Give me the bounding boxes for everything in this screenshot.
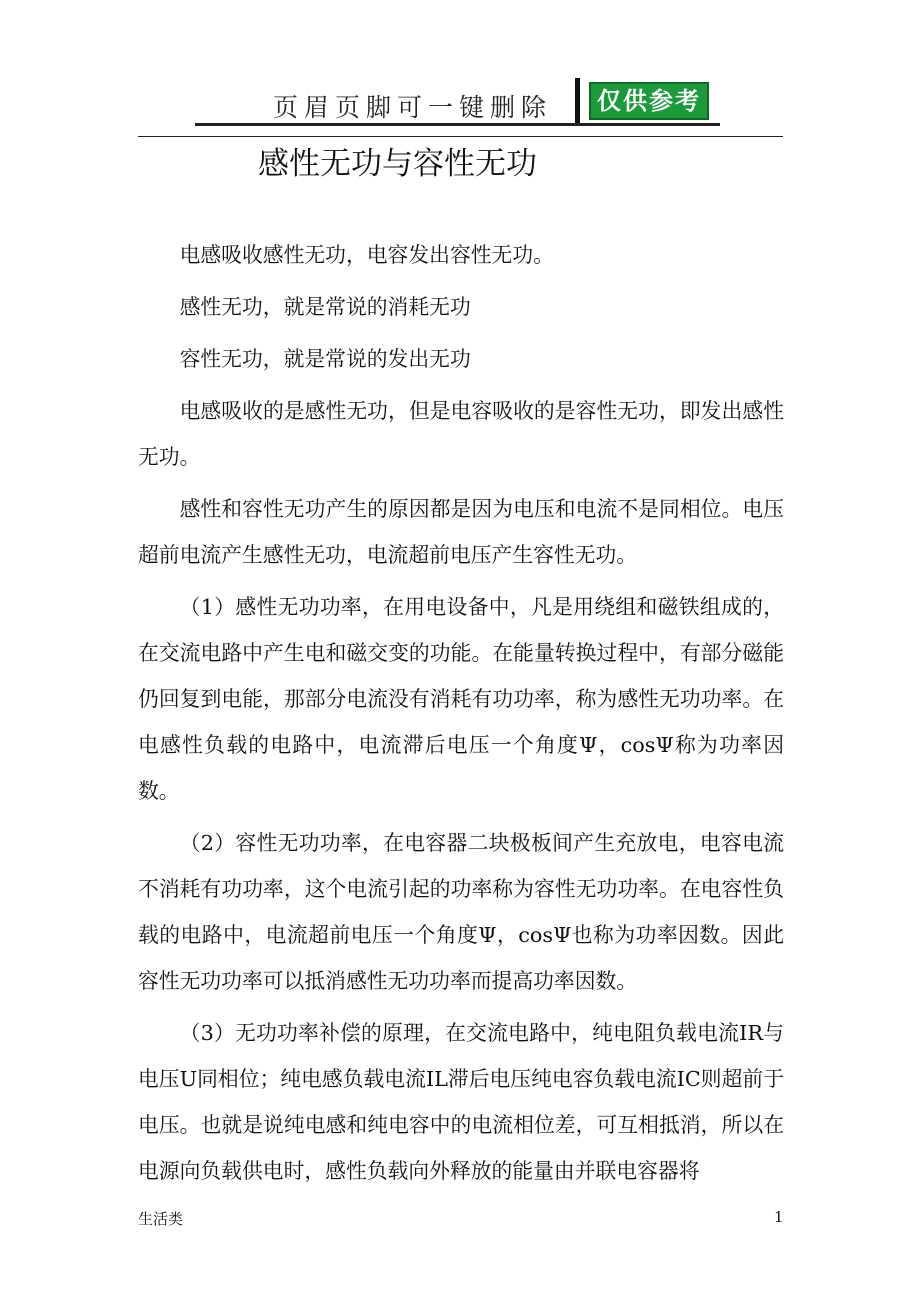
header-banner — [195, 78, 720, 128]
paragraph: （2）容性无功功率，在电容器二块极板间产生充放电，电容电流不消耗有功功率，这个电流引起的功率称为容性无功功率。在电容性负载的电路中，电流超前电压一个角度Ψ，cosΨ也称为功率因数。因此容性无功功率可以抵消感性无功功率而提高功率因数。 — [138, 831, 784, 993]
paragraph: 感性无功，就是常说的消耗无功 — [179, 295, 471, 319]
header-rule — [138, 136, 783, 137]
paragraph: （1）感性无功功率，在用电设备中，凡是用绕组和磁铁组成的，在交流电路中产生电和磁交变的功能。在能量转换过程中，有部分磁能仍回复到电能，那部分电流没有消耗有功功率，称为感性无功功率。在电感性负载的电路中，电流滞后电压一个角度Ψ，cosΨ称为功率因数。 — [138, 595, 784, 803]
header-divider — [575, 78, 580, 124]
header-banner-underline — [195, 123, 720, 126]
paragraph: 感性和容性无功产生的原因都是因为电压和电流不是同相位。电压超前电流产生感性无功，电流超前电压产生容性无功。 — [138, 497, 784, 567]
reference-only-badge: 仅供参考 — [589, 82, 709, 120]
footer-category: 生活类 — [138, 1210, 184, 1228]
document-title: 感性无功与容性无功 — [258, 146, 537, 182]
header-slogan: 页眉页脚可一键删除 — [273, 93, 553, 122]
paragraph: 电感吸收的是感性无功，但是电容吸收的是容性无功，即发出感性无功。 — [138, 399, 784, 469]
paragraph: 电感吸收感性无功，电容发出容性无功。 — [179, 243, 554, 267]
paragraph: 容性无功，就是常说的发出无功 — [179, 347, 471, 371]
footer-page-number: 1 — [774, 1208, 784, 1226]
paragraph: （3）无功功率补偿的原理，在交流电路中，纯电阻负载电流IR与电压U同相位；纯电感负载电流IL滞后电压纯电容负载电流IC则超前于电压。也就是说纯电感和纯电容中的电流相位差，可互相抵消，所以在电源向负载供电时，感性负载向外释放的能量由并联电容器将 — [138, 1021, 784, 1183]
document-body — [138, 232, 784, 1200]
